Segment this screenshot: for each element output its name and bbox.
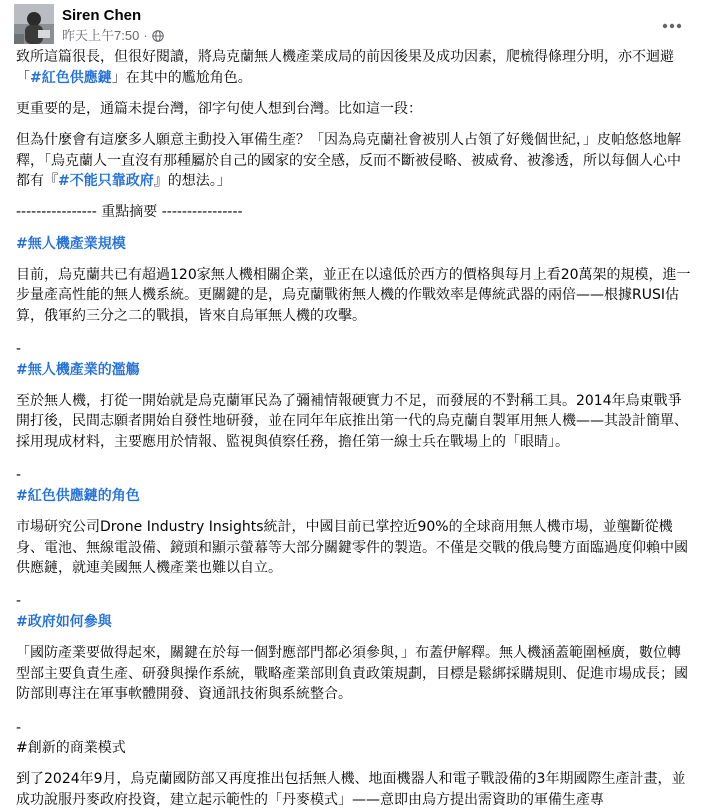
hashtag-not-only-government[interactable]: #不能只靠政府	[58, 173, 154, 190]
post-meta	[62, 27, 164, 45]
hashtag-drone-industry-scale[interactable]: #無人機產業規模	[16, 235, 126, 252]
author-name[interactable]: Siren Chen	[62, 7, 142, 24]
paragraph-intro: 致所這篇很長，但很好閱讀，將烏克蘭無人機產業成局的前因後果及成功因素，爬梳得條理分明，亦不迴避「#紅色供應鏈」在其中的尷尬角色。	[16, 49, 674, 86]
section-dash: -	[16, 593, 22, 610]
more-horizontal-icon	[662, 23, 682, 29]
section-text: 「國防產業要做得起來，關鍵在於每一個對應部門都必須參與，」布蓋伊解釋。無人機涵蓋範圍極廣，數位轉型部主要負責生產、研發與操作系統，戰略產業部則負責政策規劃，目標是鬆綁採購規則、促進市場成長；國防部則專注在軍事軟體開發、資通訊技術與系統整合。	[16, 645, 688, 703]
avatar-image	[14, 4, 54, 44]
paragraph-taiwan: 更重要的是，通篇未提台灣，卻字句使人想到台灣。比如這一段：	[16, 100, 422, 117]
section-text: 市場研究公司Drone Industry Insights統計，中國目前已掌控近90%的全球商用無人機市場，並壟斷從機身、電池、無線電設備、鏡頭和顯示螢幕等大部分關鍵零件的製造。不僅是交戰的俄烏雙方面臨過度仰賴中國供應鏈，就連美國無人機產業也難以自立。	[16, 519, 688, 577]
post-body	[16, 47, 692, 811]
summary-divider: ---------------- 重點摘要 ----------------	[16, 204, 243, 221]
section-heading	[16, 738, 692, 759]
section-dash: -	[16, 719, 22, 736]
section-dash: -	[16, 467, 22, 484]
section-heading	[16, 486, 692, 507]
section-text: 至於無人機，打從一開始就是烏克蘭軍民為了彌補情報硬實力不足，而發展的不對稱工具。2014年烏東戰爭開打後，民間志願者開始自發性地研發，並在同年年底推出第一代的烏克蘭自製軍用無人機——其設計簡單、採用現成材料，主要應用於情報、監視與偵察任務，擔任第一線士兵在戰場上的「眼睛」。	[16, 392, 688, 451]
section-heading	[16, 612, 692, 633]
section-text: 目前，烏克蘭共已有超過120家無人機相關企業，並正在以遠低於西方的價格與每月上看20萬架的規模，進一步量產高性能的無人機系統。更關鍵的是，烏克蘭戰術無人機的作戰效率是傳統武器的兩倍——根據RUSI估算，俄軍約三分之二的戰損，皆來自烏軍無人機的攻擊。	[16, 266, 691, 324]
section-heading	[16, 234, 692, 255]
globe-icon[interactable]	[152, 30, 164, 42]
avatar[interactable]	[14, 4, 54, 44]
section-dash: -	[16, 341, 22, 358]
hashtag-drone-origins[interactable]: #無人機產業的濫觴	[16, 361, 140, 378]
hashtag-government-participation[interactable]: #政府如何參與	[16, 614, 112, 630]
hashtag-innovative-business-model[interactable]: #創新的商業模式	[16, 740, 126, 757]
paragraph-quote: 但為什麼會有這麼多人願意主動投入軍備生產？「因為烏克蘭社會被別人占領了好幾個世紀，」皮帕悠悠地解釋，「烏克蘭人一直沒有那種屬於自己的國家的安全感，反而不斷被侵略、被威脅、被滲透，所以每個人心中都有『#不能只靠政府』的想法。」	[16, 131, 681, 190]
hashtag-red-supply-chain[interactable]: #紅色供應鏈	[30, 69, 112, 86]
more-options-button[interactable]	[654, 8, 690, 44]
post-timestamp[interactable]: 昨天上午7:50	[62, 28, 140, 43]
section-text: 到了2024年9月，烏克蘭國防部又再度推出包括無人機、地面機器人和電子戰設備的3年期國際生產計畫，並成功說服丹麥政府投資，建立起示範性的「丹麥模式」——意即由烏方提出需資助的軍備生產專	[16, 771, 686, 808]
section-heading	[16, 360, 692, 381]
meta-separator: ·	[143, 28, 148, 43]
hashtag-red-supply-chain-role[interactable]: #紅色供應鏈的角色	[16, 487, 140, 504]
